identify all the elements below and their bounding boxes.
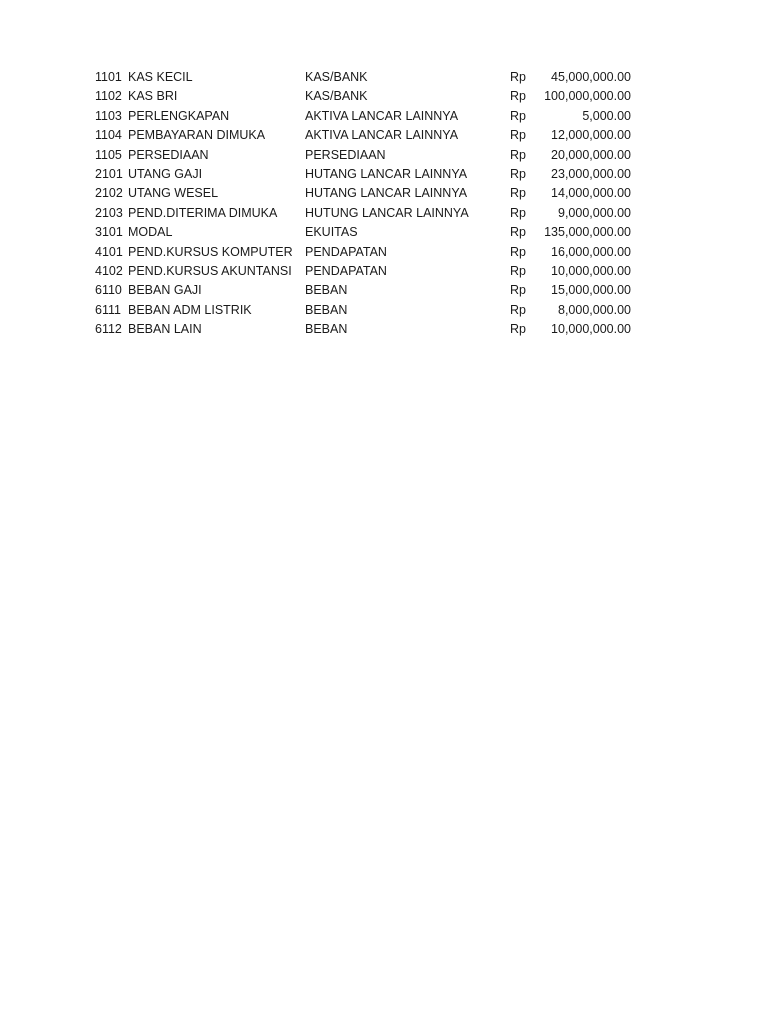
account-code: 2101 — [95, 166, 123, 181]
account-category: BEBAN — [305, 283, 348, 298]
account-code: 1105 — [95, 147, 122, 162]
currency-symbol: Rp — [510, 225, 526, 240]
account-ledger-table — [95, 68, 635, 339]
account-code: 2103 — [95, 205, 123, 220]
account-category: BEBAN — [305, 322, 348, 337]
account-code: 1104 — [95, 128, 122, 143]
account-category: PERSEDIAAN — [305, 147, 386, 162]
table-row — [95, 301, 635, 320]
account-name: UTANG WESEL — [128, 186, 219, 201]
account-name: BEBAN GAJI — [128, 283, 202, 298]
table-row — [95, 243, 635, 262]
table-row — [95, 68, 635, 87]
account-category: KAS/BANK — [305, 89, 368, 104]
table-row — [95, 126, 635, 145]
currency-symbol: Rp — [510, 322, 526, 337]
table-row — [95, 262, 635, 281]
account-amount: 9,000,000.00 — [558, 205, 631, 220]
account-code: 4102 — [95, 263, 123, 278]
account-amount: 23,000,000.00 — [551, 166, 631, 181]
currency-symbol: Rp — [510, 108, 526, 123]
account-amount: 16,000,000.00 — [551, 244, 631, 259]
currency-symbol: Rp — [510, 147, 526, 162]
account-category: HUTANG LANCAR LAINNYA — [305, 186, 468, 201]
account-amount: 8,000,000.00 — [558, 302, 631, 317]
account-name: PERLENGKAPAN — [128, 108, 230, 123]
account-amount: 15,000,000.00 — [551, 283, 631, 298]
currency-symbol: Rp — [510, 205, 526, 220]
currency-symbol: Rp — [510, 70, 526, 84]
account-code: 6110 — [95, 283, 122, 298]
account-amount: 5,000.00 — [582, 108, 631, 123]
table-row — [95, 204, 635, 223]
currency-symbol: Rp — [510, 166, 526, 181]
account-code: 6111 — [95, 302, 121, 317]
account-name: MODAL — [128, 225, 173, 240]
account-code: 3101 — [95, 225, 123, 240]
account-name: KAS KECIL — [128, 70, 193, 84]
currency-symbol: Rp — [510, 128, 526, 143]
currency-symbol: Rp — [510, 244, 526, 259]
account-category: HUTUNG LANCAR LAINNYA — [305, 205, 469, 220]
currency-symbol: Rp — [510, 186, 526, 201]
account-amount: 45,000,000.00 — [551, 70, 631, 84]
currency-symbol: Rp — [510, 283, 526, 298]
account-name: BEBAN ADM LISTRIK — [128, 302, 252, 317]
table-row — [95, 107, 635, 126]
account-code: 1102 — [95, 89, 122, 104]
table-row — [95, 281, 635, 300]
table-row — [95, 146, 635, 165]
account-category: PENDAPATAN — [305, 244, 387, 259]
account-amount: 14,000,000.00 — [551, 186, 631, 201]
account-name: PEND.DITERIMA DIMUKA — [128, 205, 278, 220]
account-code: 1101 — [95, 70, 122, 84]
account-category: KAS/BANK — [305, 70, 368, 84]
currency-symbol: Rp — [510, 89, 526, 104]
account-code: 2102 — [95, 186, 123, 201]
account-amount: 10,000,000.00 — [551, 263, 631, 278]
account-name: PEMBAYARAN DIMUKA — [128, 128, 266, 143]
account-amount: 100,000,000.00 — [544, 89, 631, 104]
account-amount: 12,000,000.00 — [551, 128, 631, 143]
account-category: PENDAPATAN — [305, 263, 387, 278]
currency-symbol: Rp — [510, 263, 526, 278]
account-name: PEND.KURSUS AKUNTANSI — [128, 263, 292, 278]
account-category: AKTIVA LANCAR LAINNYA — [305, 128, 459, 143]
account-category: EKUITAS — [305, 225, 358, 240]
account-name: PERSEDIAAN — [128, 147, 209, 162]
account-code: 1103 — [95, 108, 122, 123]
table-row — [95, 165, 635, 184]
account-name: BEBAN LAIN — [128, 322, 202, 337]
currency-symbol: Rp — [510, 302, 526, 317]
table-row — [95, 223, 635, 242]
account-name: KAS BRI — [128, 89, 178, 104]
table-row — [95, 184, 635, 203]
account-category: HUTANG LANCAR LAINNYA — [305, 166, 468, 181]
account-amount: 20,000,000.00 — [551, 147, 631, 162]
account-name: UTANG GAJI — [128, 166, 203, 181]
account-category: AKTIVA LANCAR LAINNYA — [305, 108, 459, 123]
table-row — [95, 320, 635, 339]
account-category: BEBAN — [305, 302, 348, 317]
account-name: PEND.KURSUS KOMPUTER — [128, 244, 293, 259]
table-row — [95, 87, 635, 106]
account-amount: 10,000,000.00 — [551, 322, 631, 337]
account-code: 4101 — [95, 244, 123, 259]
account-code: 6112 — [95, 322, 122, 337]
account-amount: 135,000,000.00 — [544, 225, 631, 240]
